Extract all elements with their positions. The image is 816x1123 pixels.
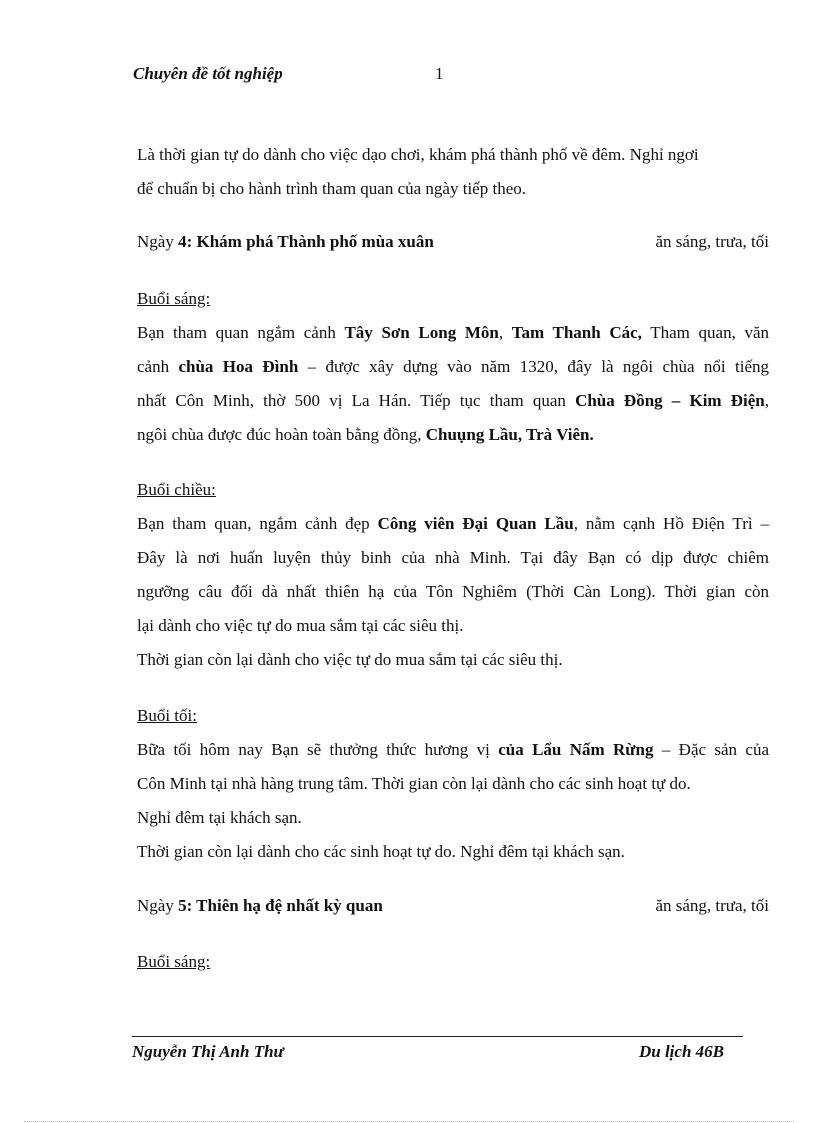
- evening-line-2: Côn Minh tại nhà hàng trung tâm. Thời gian còn lại dành cho các sinh hoạt tự do.: [137, 774, 691, 793]
- morning-line-1: Bạn tham quan ngắm cảnh Tây Sơn Long Môn, Tam Thanh Các, Tham quan, văn: [137, 323, 770, 342]
- day-5-title: Ngày 5: Thiên hạ đệ nhất kỳ quan: [137, 896, 383, 915]
- afternoon-section: [137, 473, 769, 677]
- morning-line-4: ngôi chùa được đúc hoàn toàn bằng đồng, Chuụng Lầu, Trà Viên.: [137, 425, 594, 444]
- afternoon-line-5: Thời gian còn lại dành cho việc tự do mua sắm tại các siêu thị.: [137, 650, 563, 669]
- header-title: Chuyên đề tốt nghiệp: [133, 64, 283, 83]
- page-number: 1: [435, 64, 444, 83]
- afternoon-heading: Buổi chiều:: [137, 480, 216, 499]
- day-4-title: Ngày 4: Khám phá Thành phố mùa xuân: [137, 232, 434, 251]
- evening-line-3: Nghỉ đêm tại khách sạn.: [137, 808, 302, 827]
- evening-heading: Buổi tối:: [137, 706, 197, 725]
- day-5-row: [137, 889, 769, 923]
- footer-author: Nguyễn Thị Anh Thư: [132, 1042, 284, 1061]
- footer-class: Du lịch 46B: [638, 1042, 724, 1061]
- morning-line-3: nhất Côn Minh, thờ 500 vị La Hán. Tiếp tục tham quan Chùa Đồng – Kim Điện,: [137, 391, 769, 410]
- morning-heading: Buổi sáng:: [137, 289, 211, 308]
- afternoon-line-1: Bạn tham quan, ngắm cảnh đẹp Công viên Đại Quan Lầu, nằm cạnh Hồ Điện Trì –: [137, 514, 770, 533]
- intro-line-2: để chuẩn bị cho hành trình tham quan của ngày tiếp theo.: [137, 179, 526, 198]
- evening-section: [137, 699, 769, 869]
- morning2-heading: Buổi sáng:: [137, 952, 211, 971]
- evening-line-1: Bữa tối hôm nay Bạn sẽ thưởng thức hương vị của Lẩu Nấm Rừng – Đặc sản của: [137, 740, 770, 759]
- intro-paragraph: [137, 138, 769, 206]
- page-bottom-dotted-line: [24, 1121, 794, 1122]
- morning-line-2: cảnh chùa Hoa Đình – được xây dựng vào năm 1320, đây là ngôi chùa nổi tiếng: [137, 357, 769, 376]
- morning-section: [137, 282, 769, 452]
- intro-line-1: Là thời gian tự do dành cho việc dạo chơi, khám phá thành phố về đêm. Nghỉ ngơi: [137, 145, 699, 164]
- day-5-meals: ăn sáng, trưa, tối: [655, 896, 769, 915]
- morning2-section: [137, 945, 769, 979]
- day-4-row: [137, 225, 769, 259]
- evening-line-4: Thời gian còn lại dành cho các sinh hoạt tự do. Nghỉ đêm tại khách sạn.: [137, 842, 625, 861]
- afternoon-line-2: Đây là nơi huấn luyện thủy binh của nhà Minh. Tại đây Bạn có dịp được chiêm: [137, 548, 769, 567]
- afternoon-line-4: lại dành cho việc tự do mua sắm tại các siêu thị.: [137, 616, 464, 635]
- footer-rule: [132, 1036, 743, 1037]
- day-4-meals: ăn sáng, trưa, tối: [655, 232, 769, 251]
- afternoon-line-3: ngưỡng câu đối dà nhất thiên hạ của Tôn Nghiêm (Thời Càn Long). Thời gian còn: [137, 582, 769, 601]
